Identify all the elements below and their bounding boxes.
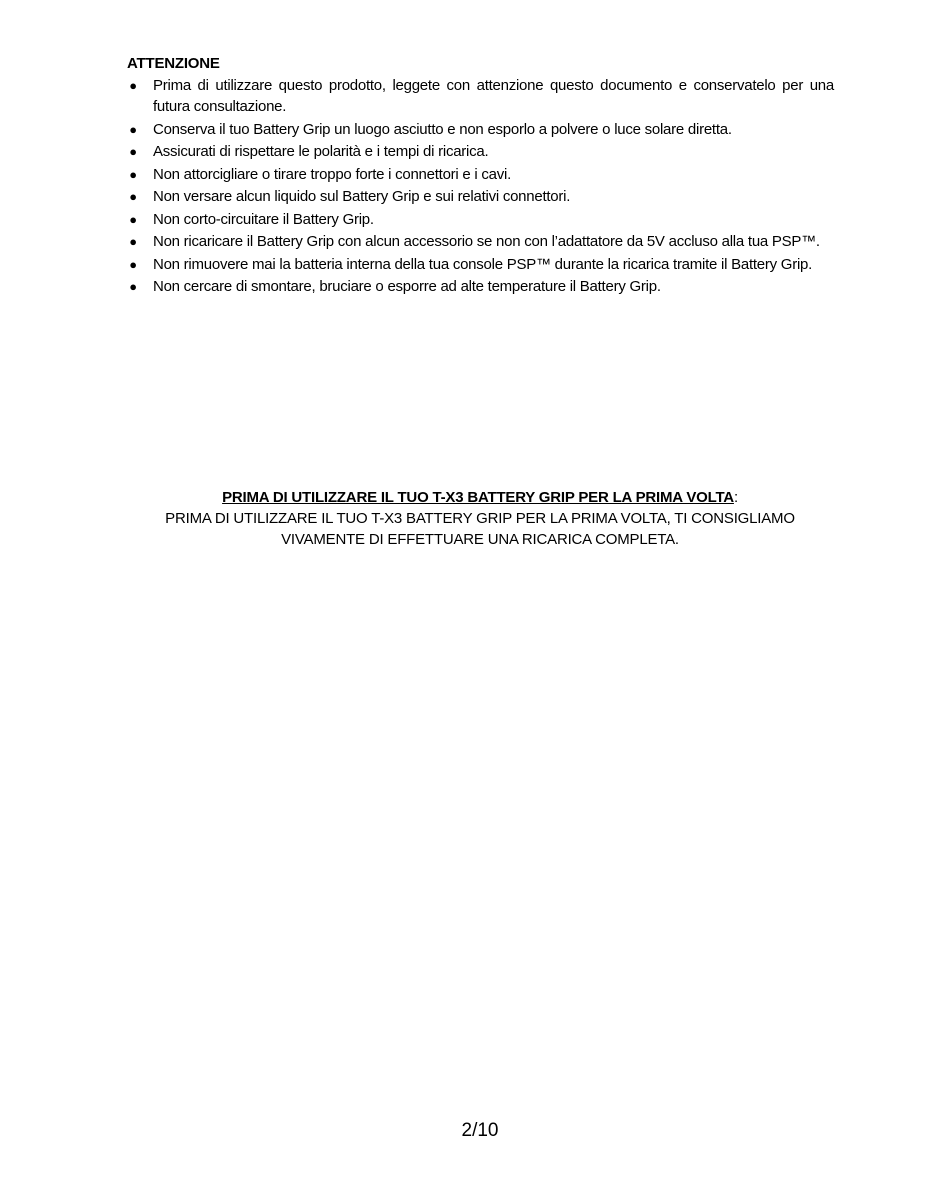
bullet-icon: ● bbox=[129, 78, 137, 93]
list-item-text: Assicurati di rispettare le polarità e i tempi di ricarica. bbox=[153, 143, 489, 160]
bullet-icon: ● bbox=[129, 234, 137, 249]
list-item bbox=[127, 231, 834, 252]
bullet-icon: ● bbox=[129, 166, 137, 182]
list-item bbox=[127, 254, 834, 275]
list-item-text: Conserva il tuo Battery Grip un luogo asciutto e non esporlo a polvere o luce solare diretta. bbox=[153, 120, 732, 138]
list-item-text: Non versare alcun liquido sul Battery Grip e sui relativi connettori. bbox=[153, 188, 571, 205]
bullet-icon: ● bbox=[129, 144, 137, 159]
first-use-body: PRIMA DI UTILIZZARE IL TUO T-X3 BATTERY GRIP PER LA PRIMA VOLTA, TI CONSIGLIAMO VIVAMENTE DI EFFETTUARE UNA RICARICA COMPLETA. bbox=[165, 510, 795, 548]
warning-heading: ATTENZIONE bbox=[127, 55, 220, 72]
bullet-icon: ● bbox=[129, 189, 137, 204]
first-use-heading bbox=[100, 487, 860, 508]
list-item bbox=[127, 186, 834, 207]
first-use-title: PRIMA DI UTILIZZARE IL TUO T-X3 BATTERY GRIP PER LA PRIMA VOLTA bbox=[222, 489, 734, 506]
bullet-icon: ● bbox=[129, 121, 137, 137]
first-use-section bbox=[100, 487, 860, 550]
list-item bbox=[127, 141, 834, 162]
page-number: 2/10 bbox=[461, 1120, 499, 1141]
list-item-text: Non attorcigliare o tirare troppo forte i connettori e i cavi. bbox=[153, 165, 512, 183]
list-item-text: Non ricaricare il Battery Grip con alcun accessorio se non con l’adattatore da 5V accluso alla tua PSP™. bbox=[153, 233, 820, 250]
list-item bbox=[127, 164, 834, 185]
bullet-icon: ● bbox=[129, 256, 137, 272]
list-item bbox=[127, 119, 834, 140]
first-use-colon: : bbox=[733, 489, 738, 506]
list-item-text: Non corto-circuitare il Battery Grip. bbox=[153, 210, 374, 228]
warning-list bbox=[127, 75, 834, 299]
list-item bbox=[127, 276, 834, 297]
list-item-text: Prima di utilizzare questo prodotto, leggete con attenzione questo documento e conservatelo per una futura consultazione. bbox=[153, 77, 834, 115]
bullet-icon: ● bbox=[129, 211, 137, 227]
list-item bbox=[127, 209, 834, 230]
list-item-text: Non rimuovere mai la batteria interna della tua console PSP™ durante la ricarica tramite il Battery Grip. bbox=[153, 255, 813, 273]
bullet-icon: ● bbox=[129, 279, 137, 294]
list-item bbox=[127, 75, 834, 117]
list-item-text: Non cercare di smontare, bruciare o esporre ad alte temperature il Battery Grip. bbox=[153, 278, 661, 295]
